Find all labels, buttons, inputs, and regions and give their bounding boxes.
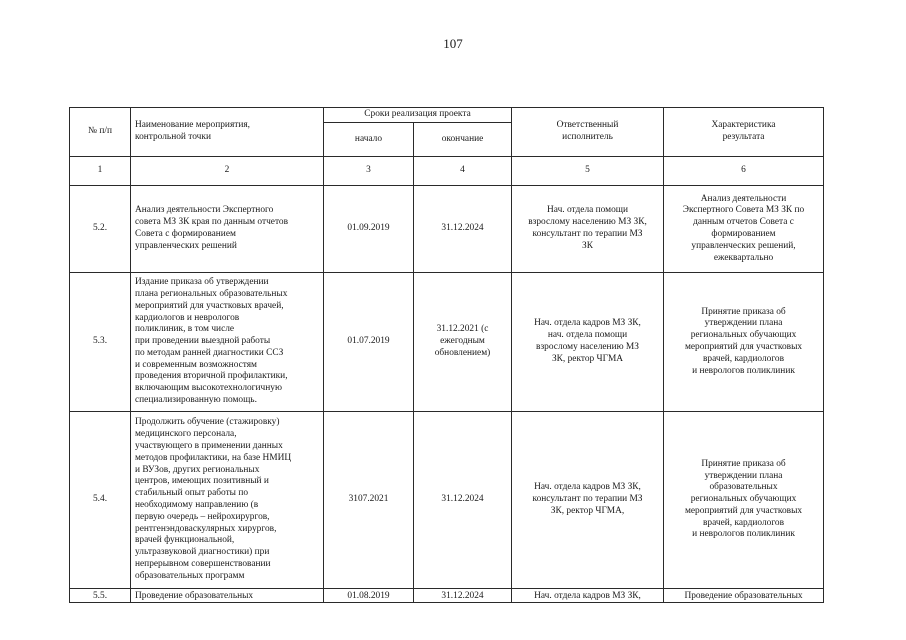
- row-responsible: Нач. отдела кадров МЗ ЗК,: [512, 589, 664, 603]
- row-num: 5.2.: [70, 186, 131, 273]
- row-end: 31.12.2024: [414, 412, 512, 589]
- header-responsible: Ответственный исполнитель: [512, 108, 664, 157]
- row-end: 31.12.2024: [414, 186, 512, 273]
- row-num: 5.4.: [70, 412, 131, 589]
- header-start: начало: [324, 123, 414, 157]
- row-result: Принятие приказа об утверждении плана образовательных региональных обучающих мероприятий для участковых врачей, кардиологов и неврологов поликлиник: [664, 412, 824, 589]
- activities-table: [69, 107, 824, 603]
- header-end: окончание: [414, 123, 512, 157]
- column-number: 4: [414, 157, 512, 186]
- row-start: 3107.2021: [324, 412, 414, 589]
- row-result: Проведение образовательных: [664, 589, 824, 603]
- header-period: Сроки реализация проекта: [324, 108, 512, 123]
- page-number: 107: [443, 36, 463, 51]
- table-row: [70, 412, 824, 589]
- row-start: 01.09.2019: [324, 186, 414, 273]
- row-start: 01.08.2019: [324, 589, 414, 603]
- header-name: Наименование мероприятия, контрольной точки: [131, 108, 324, 157]
- row-result: Принятие приказа об утверждении плана региональных обучающих мероприятий для участковых врачей, кардиологов и неврологов поликлиник: [664, 273, 824, 412]
- row-responsible: Нач. отдела кадров МЗ ЗК, нач. отдела помощи взрослому населению МЗ ЗК, ректор ЧГМА: [512, 273, 664, 412]
- column-number: 1: [70, 157, 131, 186]
- row-name: Анализ деятельности Экспертного совета МЗ ЗК края по данным отчетов Совета с формированием управленческих решений: [131, 186, 324, 273]
- column-number-row: [70, 157, 824, 186]
- row-end: 31.12.2024: [414, 589, 512, 603]
- header-row: [70, 108, 824, 123]
- header-result: Характеристика результата: [664, 108, 824, 157]
- column-number: 5: [512, 157, 664, 186]
- column-number: 2: [131, 157, 324, 186]
- row-num: 5.5.: [70, 589, 131, 603]
- row-name: Издание приказа об утверждении плана региональных образовательных мероприятий для участковых врачей, кардиологов и неврологов поликлиник, в том числе при проведении выездной работы по методам ранней диагностики ССЗ и современным возможностям проведения вторичной профилактики, включающим высокотехнологичную специализированную помощь.: [131, 273, 324, 412]
- row-start: 01.07.2019: [324, 273, 414, 412]
- column-number: 3: [324, 157, 414, 186]
- table-row: [70, 589, 824, 603]
- table-row: [70, 186, 824, 273]
- row-responsible: Нач. отдела помощи взрослому населению МЗ ЗК, консультант по терапии МЗ ЗК: [512, 186, 664, 273]
- row-num: 5.3.: [70, 273, 131, 412]
- column-number: 6: [664, 157, 824, 186]
- table-row: [70, 273, 824, 412]
- row-end: 31.12.2021 (с ежегодным обновлением): [414, 273, 512, 412]
- row-responsible: Нач. отдела кадров МЗ ЗК, консультант по терапии МЗ ЗК, ректор ЧГМА,: [512, 412, 664, 589]
- header-num: № п/п: [70, 108, 131, 157]
- row-result: Анализ деятельности Экспертного Совета МЗ ЗК по данным отчетов Совета с формированием управленческих решений, ежеквартально: [664, 186, 824, 273]
- row-name: Проведение образовательных: [131, 589, 324, 603]
- row-name: Продолжить обучение (стажировку) медицинского персонала, участвующего в применении данных методов профилактики, на базе НМИЦ и ВУЗов, других региональных центров, имеющих позитивный и стабильный опыт работы по необходимому направлению (в первую очередь – нейрохирургов, рентгенэндоваскулярных хирургов, врачей функциональной, ультразвуковой диагностики) при непрерывном совершенствовании образовательных программ: [131, 412, 324, 589]
